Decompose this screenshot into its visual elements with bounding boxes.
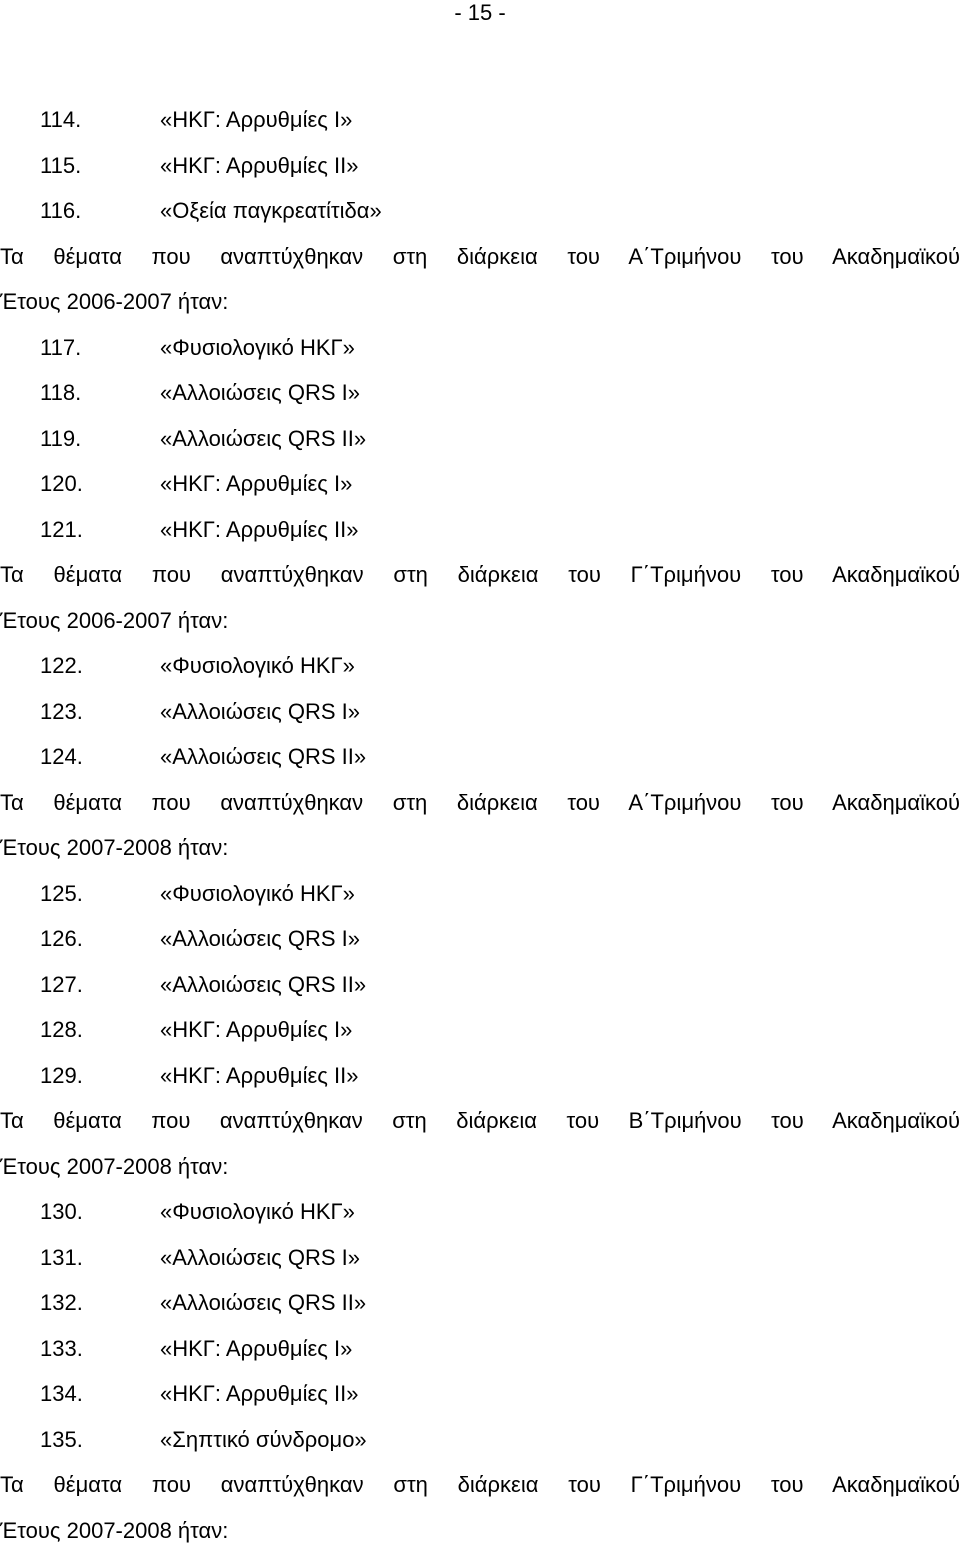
item-number: 129. — [0, 1053, 160, 1099]
item-number: 125. — [0, 871, 160, 917]
item-number: 134. — [0, 1371, 160, 1417]
item-title: «Φυσιολογικό ΗΚΓ» — [160, 325, 355, 371]
item-title: «ΗΚΓ: Αρρυθμίες Ι» — [160, 97, 352, 143]
list-item — [0, 643, 960, 689]
item-title: «Αλλοιώσεις QRS ΙΙ» — [160, 1280, 366, 1326]
item-title: «Αλλοιώσεις QRS Ι» — [160, 916, 360, 962]
item-title: «Αλλοιώσεις QRS ΙΙ» — [160, 962, 366, 1008]
list-item — [0, 962, 960, 1008]
item-title: «Οξεία παγκρεατίτιδα» — [160, 188, 382, 234]
list-item — [0, 1053, 960, 1099]
item-title: «ΗΚΓ: Αρρυθμίες ΙΙ» — [160, 1371, 358, 1417]
page-number: - 15 - — [0, 0, 960, 26]
item-title: «Αλλοιώσεις QRS ΙΙ» — [160, 734, 366, 780]
list-item — [0, 97, 960, 143]
item-number: 131. — [0, 1235, 160, 1281]
item-title: «ΗΚΓ: Αρρυθμίες Ι» — [160, 461, 352, 507]
document-body — [0, 97, 960, 1553]
list-item — [0, 1235, 960, 1281]
list-item — [0, 1371, 960, 1417]
item-number: 124. — [0, 734, 160, 780]
item-number: 127. — [0, 962, 160, 1008]
item-title: «Αλλοιώσεις QRS Ι» — [160, 370, 360, 416]
section-intro-line: Τα θέματα που αναπτύχθηκαν στη διάρκεια του Γ΄Τριμήνου του Ακαδημαϊκού — [0, 1462, 960, 1508]
item-number: 135. — [0, 1417, 160, 1463]
list-item — [0, 689, 960, 735]
list-item — [0, 734, 960, 780]
item-number: 128. — [0, 1007, 160, 1053]
item-title: «Αλλοιώσεις QRS Ι» — [160, 1235, 360, 1281]
item-number: 126. — [0, 916, 160, 962]
section-intro-year: Έτους 2007-2008 ήταν: — [0, 1508, 960, 1553]
item-title: «ΗΚΓ: Αρρυθμίες Ι» — [160, 1326, 352, 1372]
list-item — [0, 1417, 960, 1463]
item-number: 118. — [0, 370, 160, 416]
item-number: 115. — [0, 143, 160, 189]
list-item — [0, 1007, 960, 1053]
list-item — [0, 507, 960, 553]
section-intro-line: Τα θέματα που αναπτύχθηκαν στη διάρκεια του Α΄Τριμήνου του Ακαδημαϊκού — [0, 234, 960, 280]
list-item — [0, 143, 960, 189]
item-number: 116. — [0, 188, 160, 234]
list-item — [0, 916, 960, 962]
item-title: «Φυσιολογικό ΗΚΓ» — [160, 643, 355, 689]
item-number: 130. — [0, 1189, 160, 1235]
list-item — [0, 325, 960, 371]
section-intro-year: Έτους 2006-2007 ήταν: — [0, 279, 960, 325]
list-item — [0, 1280, 960, 1326]
item-title: «ΗΚΓ: Αρρυθμίες ΙΙ» — [160, 507, 358, 553]
list-item — [0, 1326, 960, 1372]
list-item — [0, 370, 960, 416]
item-number: 132. — [0, 1280, 160, 1326]
section-intro-year: Έτους 2006-2007 ήταν: — [0, 598, 960, 644]
item-title: «ΗΚΓ: Αρρυθμίες ΙΙ» — [160, 143, 358, 189]
item-title: «Φυσιολογικό ΗΚΓ» — [160, 1189, 355, 1235]
section-intro-line: Τα θέματα που αναπτύχθηκαν στη διάρκεια του Α΄Τριμήνου του Ακαδημαϊκού — [0, 780, 960, 826]
section-intro-year: Έτους 2007-2008 ήταν: — [0, 1144, 960, 1190]
list-item — [0, 461, 960, 507]
item-number: 119. — [0, 416, 160, 462]
item-title: «Σηπτικό σύνδρομο» — [160, 1417, 367, 1463]
item-number: 120. — [0, 461, 160, 507]
item-number: 114. — [0, 97, 160, 143]
item-title: «Φυσιολογικό ΗΚΓ» — [160, 871, 355, 917]
item-title: «ΗΚΓ: Αρρυθμίες Ι» — [160, 1007, 352, 1053]
item-number: 121. — [0, 507, 160, 553]
list-item — [0, 416, 960, 462]
section-intro-line: Τα θέματα που αναπτύχθηκαν στη διάρκεια του Β΄Τριμήνου του Ακαδημαϊκού — [0, 1098, 960, 1144]
list-item — [0, 871, 960, 917]
item-number: 117. — [0, 325, 160, 371]
item-number: 133. — [0, 1326, 160, 1372]
section-intro-year: Έτους 2007-2008 ήταν: — [0, 825, 960, 871]
item-title: «Αλλοιώσεις QRS ΙΙ» — [160, 416, 366, 462]
list-item — [0, 188, 960, 234]
item-number: 122. — [0, 643, 160, 689]
item-title: «Αλλοιώσεις QRS Ι» — [160, 689, 360, 735]
item-number: 123. — [0, 689, 160, 735]
item-title: «ΗΚΓ: Αρρυθμίες ΙΙ» — [160, 1053, 358, 1099]
list-item — [0, 1189, 960, 1235]
section-intro-line: Τα θέματα που αναπτύχθηκαν στη διάρκεια του Γ΄Τριμήνου του Ακαδημαϊκού — [0, 552, 960, 598]
